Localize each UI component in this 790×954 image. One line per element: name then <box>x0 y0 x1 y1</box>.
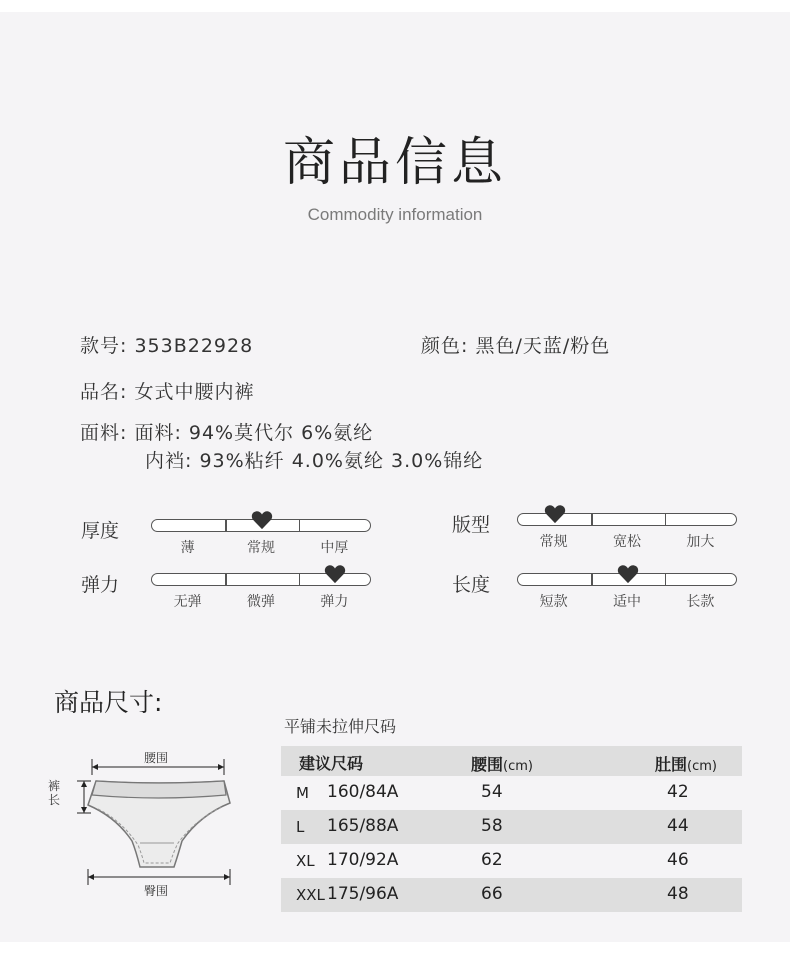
heart-icon <box>617 564 639 584</box>
scale-option-label: 薄 <box>180 540 195 556</box>
scale-option-label: 常规 <box>247 540 275 556</box>
heart-icon <box>544 504 566 524</box>
scale-option-label: 中厚 <box>320 540 349 556</box>
scale-option-label: 加大 <box>686 534 715 550</box>
table-row: XXL 175/96A 66 48 <box>281 878 742 912</box>
page-title: 商品信息 <box>282 133 507 193</box>
hip-diagram-label: 臀围 <box>144 884 169 898</box>
scale-option-label: 长款 <box>686 594 715 610</box>
length-scale <box>517 573 737 586</box>
scale-divider <box>299 574 301 585</box>
thickness-label: 厚度 <box>81 520 120 542</box>
length-diagram-label: 裤长 <box>48 779 61 807</box>
scale-option-label: 适中 <box>613 594 641 610</box>
scale-divider <box>665 514 667 525</box>
size-table <box>281 746 742 912</box>
scale-option-label: 常规 <box>539 534 568 550</box>
briefs-diagram <box>40 745 250 899</box>
table-row: XL 170/92A 62 46 <box>296 850 689 870</box>
product-name: 品名: 女式中腰内裤 <box>80 381 255 403</box>
color-options: 颜色: 黑色/天蓝/粉色 <box>421 335 611 357</box>
page-subtitle: Commodity information <box>307 205 483 224</box>
elasticity-label: 弹力 <box>81 574 120 596</box>
scale-divider <box>591 514 593 525</box>
size-table-header <box>281 746 742 776</box>
scale-divider <box>225 574 227 585</box>
scale-divider <box>225 520 227 531</box>
scale-option-label: 微弹 <box>247 594 275 610</box>
fit-label: 版型 <box>452 514 491 536</box>
scale-option-label: 无弹 <box>173 594 202 610</box>
length-label: 长度 <box>452 574 491 596</box>
scale-divider <box>665 574 667 585</box>
model-number: 款号: 353B22928 <box>80 335 254 357</box>
flat-measure-note: 平铺未拉伸尺码 <box>284 717 397 736</box>
lining-composition: 内裆: 93%粘纤 4.0%氨纶 3.0%锦纶 <box>145 450 484 472</box>
scale-divider <box>591 574 593 585</box>
header-hip: 肚围(cm) <box>655 755 717 774</box>
table-row: L 165/88A 58 44 <box>281 810 742 844</box>
size-section-title: 商品尺寸: <box>54 688 163 717</box>
scale-option-label: 短款 <box>539 594 568 610</box>
fit-scale <box>517 513 737 526</box>
table-row: M 160/84A 54 42 <box>296 782 689 802</box>
heart-icon <box>324 564 346 584</box>
scale-option-label: 弹力 <box>320 594 349 610</box>
thickness-scale <box>151 519 371 532</box>
waist-diagram-label: 腰围 <box>144 751 169 765</box>
header-size: 建议尺码 <box>299 754 364 773</box>
elasticity-scale <box>151 573 371 586</box>
fabric-composition: 面料: 面料: 94%莫代尔 6%氨纶 <box>80 422 374 444</box>
briefs-outline-icon <box>40 745 250 895</box>
scale-divider <box>299 520 301 531</box>
heart-icon <box>251 510 273 530</box>
scale-option-label: 宽松 <box>613 534 641 550</box>
header-waist: 腰围(cm) <box>471 755 533 774</box>
